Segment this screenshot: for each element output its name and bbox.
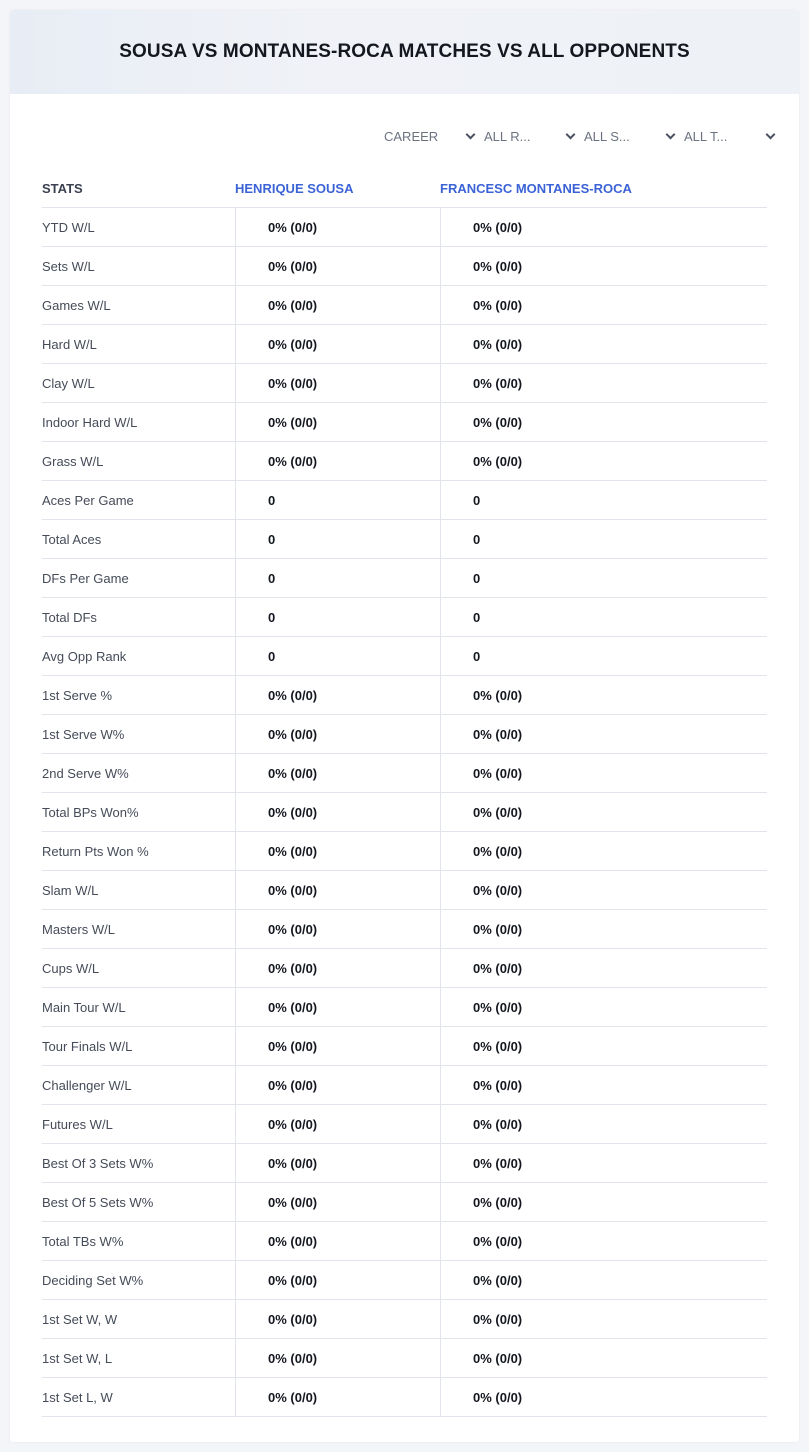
player2-value: 0% (0/0) bbox=[440, 949, 767, 987]
stats-column-header: STATS bbox=[42, 181, 83, 196]
stat-label: 1st Set W, L bbox=[42, 1350, 113, 1366]
player2-link[interactable]: FRANCESC MONTANES-ROCA bbox=[440, 181, 632, 196]
player1-value: 0 bbox=[235, 598, 440, 636]
player1-value: 0% (0/0) bbox=[235, 910, 440, 948]
player2-value: 0% (0/0) bbox=[440, 1222, 767, 1260]
player1-value: 0% (0/0) bbox=[235, 1339, 440, 1377]
player1-value: 0% (0/0) bbox=[235, 208, 440, 246]
table-row bbox=[42, 364, 767, 403]
filter-label: ALL T... bbox=[684, 128, 728, 144]
player1-value: 0% (0/0) bbox=[235, 286, 440, 324]
player2-value: 0% (0/0) bbox=[440, 325, 767, 363]
stats-card bbox=[10, 10, 799, 1442]
table-row bbox=[42, 715, 767, 754]
stat-label: Best Of 3 Sets W% bbox=[42, 1155, 154, 1171]
chevron-down-icon bbox=[666, 129, 676, 139]
chevron-down-icon bbox=[566, 129, 576, 139]
player2-value: 0 bbox=[440, 481, 767, 519]
stat-label: Deciding Set W% bbox=[42, 1272, 144, 1288]
table-row bbox=[42, 481, 767, 520]
table-row bbox=[42, 910, 767, 949]
table-header bbox=[42, 170, 767, 208]
table-row bbox=[42, 598, 767, 637]
player1-value: 0 bbox=[235, 520, 440, 558]
table-row bbox=[42, 1105, 767, 1144]
stat-label: Main Tour W/L bbox=[42, 999, 126, 1015]
player2-value: 0% (0/0) bbox=[440, 676, 767, 714]
player2-value: 0 bbox=[440, 637, 767, 675]
stat-label: Best Of 5 Sets W% bbox=[42, 1194, 154, 1210]
table-row bbox=[42, 325, 767, 364]
stat-label: Cups W/L bbox=[42, 960, 100, 976]
stat-label: Grass W/L bbox=[42, 453, 104, 469]
player2-value: 0% (0/0) bbox=[440, 208, 767, 246]
filter-label: ALL S... bbox=[584, 128, 630, 144]
filter-period-select[interactable] bbox=[384, 124, 484, 148]
stat-label: DFs Per Game bbox=[42, 570, 129, 586]
player2-value: 0% (0/0) bbox=[440, 1144, 767, 1182]
player2-value: 0% (0/0) bbox=[440, 793, 767, 831]
player1-value: 0% (0/0) bbox=[235, 715, 440, 753]
table-row bbox=[42, 676, 767, 715]
player2-value: 0% (0/0) bbox=[440, 1261, 767, 1299]
filter-label: ALL R... bbox=[484, 128, 531, 144]
stat-label: Total Aces bbox=[42, 531, 102, 547]
stat-label: Games W/L bbox=[42, 297, 111, 313]
filter-tournament-select[interactable] bbox=[684, 124, 784, 148]
player2-value: 0% (0/0) bbox=[440, 1027, 767, 1065]
player1-value: 0% (0/0) bbox=[235, 1261, 440, 1299]
table-row bbox=[42, 1378, 767, 1417]
player1-value: 0% (0/0) bbox=[235, 754, 440, 792]
player1-value: 0% (0/0) bbox=[235, 1183, 440, 1221]
player1-value: 0% (0/0) bbox=[235, 403, 440, 441]
table-row bbox=[42, 793, 767, 832]
table-row bbox=[42, 247, 767, 286]
table-row bbox=[42, 637, 767, 676]
player1-value: 0 bbox=[235, 637, 440, 675]
table-row bbox=[42, 949, 767, 988]
table-row bbox=[42, 1339, 767, 1378]
stat-label: 1st Serve % bbox=[42, 687, 113, 703]
player1-value: 0% (0/0) bbox=[235, 676, 440, 714]
stat-label: Avg Opp Rank bbox=[42, 648, 127, 664]
player2-value: 0% (0/0) bbox=[440, 910, 767, 948]
player2-value: 0 bbox=[440, 598, 767, 636]
table-row bbox=[42, 1144, 767, 1183]
player2-value: 0% (0/0) bbox=[440, 1378, 767, 1416]
player1-value: 0% (0/0) bbox=[235, 988, 440, 1026]
filter-label: CAREER bbox=[384, 128, 439, 144]
player2-value: 0% (0/0) bbox=[440, 715, 767, 753]
player2-value: 0% (0/0) bbox=[440, 1300, 767, 1338]
stat-label: Slam W/L bbox=[42, 882, 99, 898]
player2-value: 0 bbox=[440, 520, 767, 558]
player1-value: 0 bbox=[235, 481, 440, 519]
player2-value: 0% (0/0) bbox=[440, 1183, 767, 1221]
player2-value: 0% (0/0) bbox=[440, 988, 767, 1026]
player1-value: 0% (0/0) bbox=[235, 949, 440, 987]
stat-label: Clay W/L bbox=[42, 375, 95, 391]
table-row bbox=[42, 559, 767, 598]
stat-label: Total DFs bbox=[42, 609, 97, 625]
filter-bar bbox=[384, 124, 784, 148]
player2-value: 0% (0/0) bbox=[440, 403, 767, 441]
player1-value: 0% (0/0) bbox=[235, 442, 440, 480]
table-row bbox=[42, 1066, 767, 1105]
table-row bbox=[42, 1222, 767, 1261]
table-row bbox=[42, 1183, 767, 1222]
player2-value: 0% (0/0) bbox=[440, 442, 767, 480]
chevron-down-icon bbox=[766, 129, 776, 139]
player2-value: 0 bbox=[440, 559, 767, 597]
stat-label: Futures W/L bbox=[42, 1116, 113, 1132]
table-row bbox=[42, 286, 767, 325]
player2-value: 0% (0/0) bbox=[440, 832, 767, 870]
chevron-down-icon bbox=[466, 129, 476, 139]
player2-value: 0% (0/0) bbox=[440, 1066, 767, 1104]
stat-label: Return Pts Won % bbox=[42, 843, 149, 859]
player2-value: 0% (0/0) bbox=[440, 1339, 767, 1377]
stat-label: Masters W/L bbox=[42, 921, 115, 937]
player1-value: 0% (0/0) bbox=[235, 247, 440, 285]
player1-value: 0 bbox=[235, 559, 440, 597]
player1-value: 0% (0/0) bbox=[235, 1300, 440, 1338]
player1-value: 0% (0/0) bbox=[235, 1144, 440, 1182]
table-row bbox=[42, 1300, 767, 1339]
table-row bbox=[42, 832, 767, 871]
filter-round-select[interactable] bbox=[484, 124, 584, 148]
table-row bbox=[42, 871, 767, 910]
table-row bbox=[42, 520, 767, 559]
player1-value: 0% (0/0) bbox=[235, 1105, 440, 1143]
player2-value: 0% (0/0) bbox=[440, 364, 767, 402]
table-row bbox=[42, 1261, 767, 1300]
stat-label: Challenger W/L bbox=[42, 1077, 132, 1093]
player1-value: 0% (0/0) bbox=[235, 1222, 440, 1260]
page-title: SOUSA VS MONTANES-ROCA MATCHES VS ALL OPPONENTS bbox=[119, 41, 690, 62]
player1-value: 0% (0/0) bbox=[235, 325, 440, 363]
table-row bbox=[42, 754, 767, 793]
player1-value: 0% (0/0) bbox=[235, 1066, 440, 1104]
filter-surface-select[interactable] bbox=[584, 124, 684, 148]
stat-label: 1st Set W, W bbox=[42, 1311, 118, 1327]
table-row bbox=[42, 988, 767, 1027]
table-row bbox=[42, 442, 767, 481]
player1-value: 0% (0/0) bbox=[235, 1027, 440, 1065]
stat-label: Sets W/L bbox=[42, 258, 95, 274]
stat-label: YTD W/L bbox=[42, 219, 95, 235]
player2-value: 0% (0/0) bbox=[440, 286, 767, 324]
player1-value: 0% (0/0) bbox=[235, 1378, 440, 1416]
table-row bbox=[42, 1027, 767, 1066]
stat-label: 2nd Serve W% bbox=[42, 765, 129, 781]
stat-label: 1st Serve W% bbox=[42, 726, 125, 742]
stat-label: Total BPs Won% bbox=[42, 804, 139, 820]
table-row bbox=[42, 403, 767, 442]
stats-table bbox=[42, 170, 767, 1417]
table-row bbox=[42, 208, 767, 247]
player2-value: 0% (0/0) bbox=[440, 871, 767, 909]
table-body bbox=[42, 208, 767, 1417]
player1-value: 0% (0/0) bbox=[235, 832, 440, 870]
player1-link[interactable]: HENRIQUE SOUSA bbox=[235, 181, 354, 196]
stat-label: Total TBs W% bbox=[42, 1233, 124, 1249]
player2-value: 0% (0/0) bbox=[440, 247, 767, 285]
stat-label: 1st Set L, W bbox=[42, 1389, 113, 1405]
stat-label: Aces Per Game bbox=[42, 492, 134, 508]
player2-value: 0% (0/0) bbox=[440, 754, 767, 792]
player1-value: 0% (0/0) bbox=[235, 364, 440, 402]
card-header bbox=[10, 10, 799, 94]
player2-value: 0% (0/0) bbox=[440, 1105, 767, 1143]
player1-value: 0% (0/0) bbox=[235, 793, 440, 831]
player1-value: 0% (0/0) bbox=[235, 871, 440, 909]
stat-label: Hard W/L bbox=[42, 336, 97, 352]
stat-label: Indoor Hard W/L bbox=[42, 414, 138, 430]
stat-label: Tour Finals W/L bbox=[42, 1038, 133, 1054]
